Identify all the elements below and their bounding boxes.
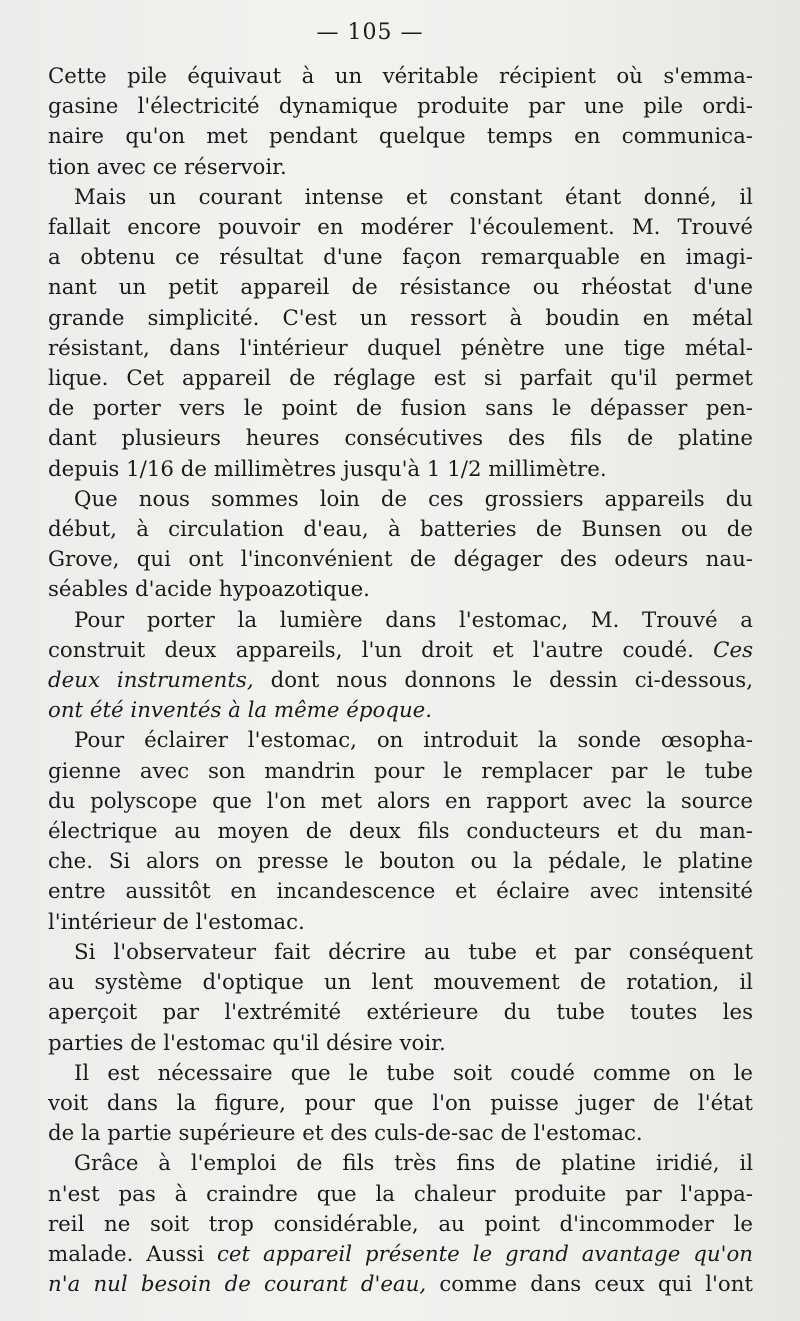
text-line	[48, 213, 753, 243]
text-segment: Que nous sommes loin de ces grossiers appareils du	[74, 486, 753, 512]
text-line	[48, 1180, 753, 1210]
text-segment: malade. Aussi	[48, 1241, 217, 1267]
text-line	[48, 183, 753, 213]
italic-text-segment: Ces	[713, 637, 753, 663]
text-segment: che. Si alors on presse le bouton ou la pédale, le platine	[48, 849, 753, 875]
text-line	[48, 424, 753, 454]
text-line	[48, 92, 753, 122]
italic-text-segment: ont été inventés à la même époque.	[48, 698, 433, 724]
text-segment: voit dans la figure, pour que l'on puisse juger de l'état	[48, 1090, 753, 1116]
text-line	[48, 304, 753, 334]
text-line	[48, 757, 753, 787]
text-segment: début, à circulation d'eau, à batteries de Bunsen ou de	[48, 517, 753, 543]
text-segment: Cette pile équivaut à un véritable récipient où s'emma-	[48, 64, 753, 89]
text-segment: fallait encore pouvoir en modérer l'écoulement. M. Trouvé	[48, 215, 753, 241]
text-segment: du polyscope que l'on met alors en rapport avec la source	[48, 788, 753, 814]
text-line	[48, 1240, 753, 1270]
text-segment: comme dans ceux qui l'ont	[426, 1272, 753, 1298]
text-line	[48, 455, 753, 485]
text-line	[48, 334, 753, 364]
text-line	[48, 515, 753, 545]
text-segment: Pour porter la lumière dans l'estomac, M. Trouvé a	[74, 607, 753, 633]
italic-text-segment: deux instruments,	[48, 668, 254, 694]
text-segment: nant un petit appareil de résistance ou rhéostat d'une	[48, 275, 753, 301]
text-segment: électrique au moyen de deux fils conducteurs et du man-	[48, 819, 753, 845]
text-segment: a obtenu ce résultat d'une façon remarquable en imagi-	[48, 245, 753, 271]
text-segment: reil ne soit trop considérable, au point d'incommoder le	[48, 1211, 753, 1237]
text-line	[48, 1029, 753, 1059]
text-segment: l'intérieur de l'estomac.	[48, 909, 305, 935]
text-line	[48, 1119, 753, 1149]
text-line	[48, 938, 753, 968]
text-line	[48, 243, 753, 273]
text-segment: Il est nécessaire que le tube soit coudé comme on le	[74, 1060, 753, 1086]
text-line	[48, 1059, 753, 1089]
text-line	[48, 908, 753, 938]
text-line	[48, 666, 753, 696]
text-segment: lique. Cet appareil de réglage est si parfait qu'il permet	[48, 366, 753, 392]
text-segment: Si l'observateur fait décrire au tube et par conséquent	[74, 939, 753, 965]
text-segment: gienne avec son mandrin pour le remplacer par le tube	[48, 758, 753, 784]
text-line	[48, 545, 753, 575]
text-line	[48, 122, 753, 152]
italic-text-segment: n'a nul besoin de courant d'eau,	[48, 1272, 427, 1298]
text-segment: depuis 1/16 de millimètres jusqu'à 1 1/2 millimètre.	[48, 456, 607, 482]
text-segment: de la partie supérieure et des culs-de-sac de l'estomac.	[48, 1121, 643, 1147]
text-line	[48, 1149, 753, 1179]
text-line	[48, 364, 753, 394]
text-line	[48, 606, 753, 636]
text-segment: aperçoit par l'extrémité extérieure du tube toutes les	[48, 1000, 753, 1026]
text-line	[48, 726, 753, 756]
text-segment: grande simplicité. C'est un ressort à boudin en métal	[48, 305, 753, 331]
text-segment: résistant, dans l'intérieur duquel pénètre une tige métal-	[48, 335, 753, 361]
text-line	[48, 153, 753, 183]
italic-text-segment: cet appareil présente le grand avantage qu'on	[216, 1241, 753, 1267]
text-segment: parties de l'estomac qu'il désire voir.	[48, 1030, 446, 1056]
text-segment: Mais un courant intense et constant étant donné, il	[74, 184, 753, 210]
text-segment: Grove, qui ont l'inconvénient de dégager des odeurs nau-	[48, 547, 753, 573]
text-line	[48, 696, 753, 726]
text-segment: n'est pas à craindre que la chaleur produite par l'appa-	[48, 1181, 753, 1207]
text-line	[48, 968, 753, 998]
text-segment: de porter vers le point de fusion sans le dépasser pen-	[48, 396, 753, 422]
text-line	[48, 877, 753, 907]
text-segment: construit deux appareils, l'un droit et l'autre coudé.	[48, 637, 714, 663]
text-segment: dant plusieurs heures consécutives des fils de platine	[48, 426, 753, 452]
body-text	[48, 62, 753, 1300]
text-segment: au système d'optique un lent mouvement de rotation, il	[48, 970, 753, 996]
text-line	[48, 62, 753, 92]
text-segment: gasine l'électricité dynamique produite par une pile ordi-	[48, 94, 753, 120]
text-segment: naire qu'on met pendant quelque temps en communica-	[48, 124, 753, 150]
text-line	[48, 636, 753, 666]
text-line	[48, 817, 753, 847]
text-line	[48, 847, 753, 877]
text-segment: Pour éclairer l'estomac, on introduit la sonde œsopha-	[74, 728, 753, 754]
text-segment: entre aussitôt en incandescence et éclaire avec intensité	[48, 879, 753, 905]
text-line	[48, 998, 753, 1028]
text-line	[48, 575, 753, 605]
text-line	[48, 394, 753, 424]
text-line	[48, 273, 753, 303]
text-segment: dont nous donnons le dessin ci-dessous,	[253, 668, 753, 694]
text-segment: Grâce à l'emploi de fils très fins de platine iridié, il	[74, 1151, 753, 1177]
text-line	[48, 1210, 753, 1240]
text-line	[48, 1089, 753, 1119]
text-line	[48, 787, 753, 817]
text-line	[48, 485, 753, 515]
text-segment: séables d'acide hypoazotique.	[48, 577, 370, 603]
page-number: — 105 —	[316, 20, 424, 45]
text-segment: tion avec ce réservoir.	[48, 154, 287, 180]
text-line	[48, 1270, 753, 1300]
